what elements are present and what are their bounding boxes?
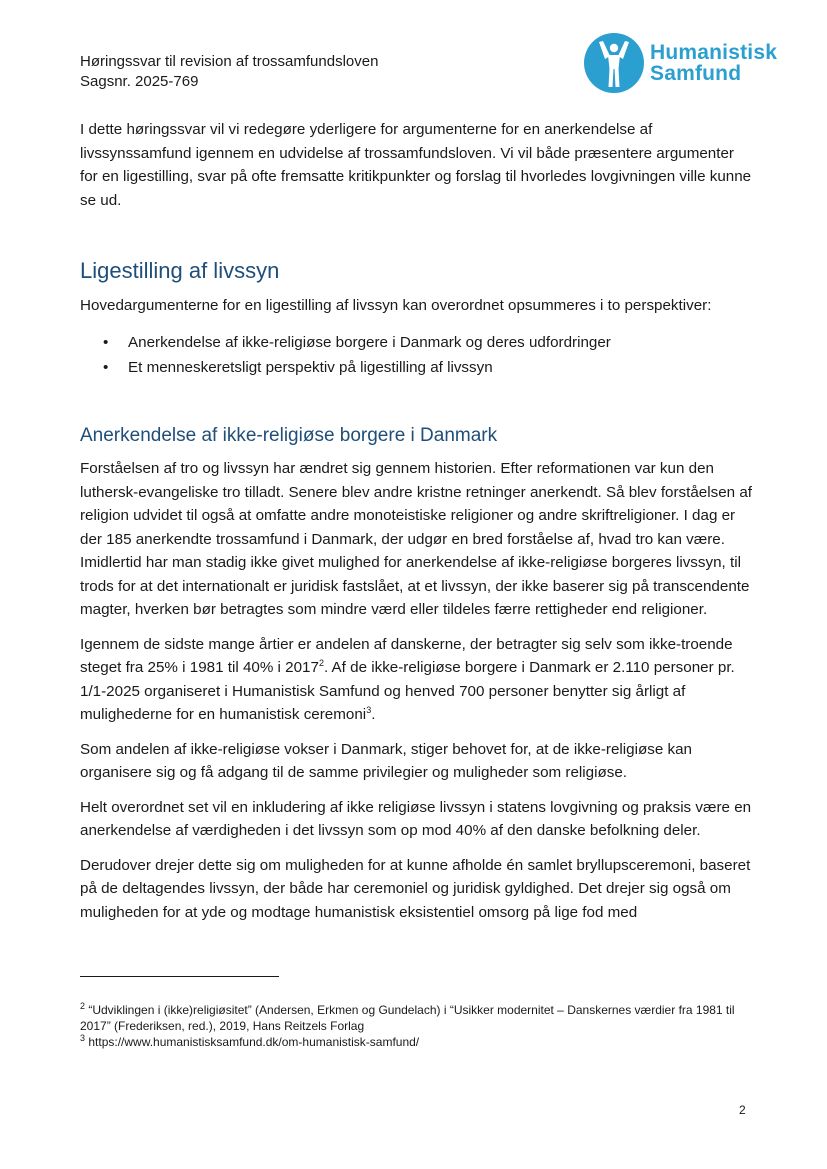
intro-paragraph-block	[80, 118, 752, 212]
intro-paragraph: I dette høringssvar vil vi redegøre yderligere for argumenterne for en anerkendelse af livssynssamfund igennem en udvidelse af trossamfundsloven. Vi vil både præsentere argumenter for en ligestilling, svar på ofte fremsatte kritikpunkter og forslag til hvorledes lovgivningen ville kunne se ud.	[80, 121, 752, 209]
footnote-number: 2	[80, 1001, 86, 1011]
logo-line-1: Humanistisk	[650, 41, 778, 64]
list-item: • Et menneskeretsligt perspektiv på ligestilling af livssyn	[80, 355, 611, 380]
footnote-separator	[80, 976, 279, 977]
footnote	[80, 1002, 752, 1034]
subsection-body	[80, 457, 752, 935]
paragraph-history: Forståelsen af tro og livssyn har ændret sig gennem historien. Efter reformationen var kun den luthersk-evangeliske tro tilladt. Senere blev andre kristne retninger anerkendt. Så blev forståelsen af religion udvidet til også at omfatte andre monoteistiske religioner og andre skriftreligioner. I dag er der 185 anerkendte trossamfund i Danmark, der udgør en bred forståelse af, hvad tro kan være. Imidlertid har man stadig ikke givet mulighed for anerkendelse af ikke-religiøse borgeres livssyn, til trods for at det internationalt er juridisk fastslået, at et livssyn, der ikke baserer sig på transcendente magter, hverken bør betragtes som mindre værd eller tildeles færre rettigheder end religioner.	[80, 460, 752, 618]
paragraph-organisation: Som andelen af ikke-religiøse vokser i Danmark, stiger behovet for, at de ikke-religiøse kan organisere sig og få adgang til de samme privilegier og muligheder som religiøse.	[80, 740, 692, 781]
section-lead: Hovedargumenterne for en ligestilling af livssyn kan overordnet opsummeres i to perspektiver:	[80, 297, 712, 314]
statistics-text: .	[371, 706, 376, 723]
perspective-list	[80, 330, 611, 380]
statistics-text: . Af de ikke-religiøse borgere i Danmark er 2.110 personer pr. 1/1-2025 organiseret i Humanistisk Samfund og henved 700 personer benytter sig årligt af mulighederne for en humanistisk ceremoni	[80, 659, 735, 723]
paragraph-statistics	[80, 633, 752, 727]
statistics-text: Igennem de sidste mange årtier er andelen af danskerne, der betragter sig selv som ikke-troende steget fra 25% i 1981 til 40% i 2017	[80, 635, 733, 676]
organization-logo	[584, 33, 777, 93]
paragraph-recognition: Helt overordnet set vil en inkludering af ikke religiøse livssyn i statens lovgivning og praksis være en anerkendelse af værdigheden i det livssyn som op mod 40% af den danske befolkning deler.	[80, 798, 752, 839]
paragraph-ceremony: Derudover drejer dette sig om muligheden for at kunne afholde én samlet bryllupsceremoni, baseret på de deltagendes livssyn, der både har ceremoniel og juridisk gyldighed. Det drejer sig også om muligheden for at yde og modtage humanistisk eksistentiel omsorg på lige fod med	[80, 856, 751, 921]
logo-wordmark	[650, 42, 777, 84]
footnotes	[80, 1002, 752, 1050]
human-figure-icon	[584, 33, 644, 93]
footnote-ref[interactable]: 2	[318, 657, 324, 668]
header-title: Høringssvar til revision af trossamfundsloven	[80, 53, 379, 70]
subsection-heading: Anerkendelse af ikke-religiøse borgere i Danmark	[80, 425, 498, 446]
document-header	[80, 52, 378, 92]
footnote	[80, 1034, 752, 1050]
footnote-ref[interactable]: 3	[366, 704, 372, 715]
page-number: 2	[739, 1103, 746, 1117]
section-heading: Ligestilling af livssyn	[80, 258, 280, 283]
footnote-link[interactable]: https://www.humanistisksamfund.dk/om-humanistisk-samfund/	[85, 1035, 420, 1049]
header-case-number: Sagsnr. 2025-769	[80, 73, 199, 90]
list-item: • Anerkendelse af ikke-religiøse borgere i Danmark og deres udfordringer	[80, 330, 611, 355]
section-lead-block	[80, 294, 752, 318]
logo-line-2: Samfund	[650, 62, 742, 85]
footnote-text: “Udviklingen i (ikke)religiøsitet” (Andersen, Erkmen og Gundelach) i “Usikker modernitet – Danskernes værdier fra 1981 til 2017” (Frederiksen, red.), 2019, Hans Reitzels Forlag	[80, 1003, 735, 1033]
footnote-number: 3	[80, 1033, 86, 1043]
